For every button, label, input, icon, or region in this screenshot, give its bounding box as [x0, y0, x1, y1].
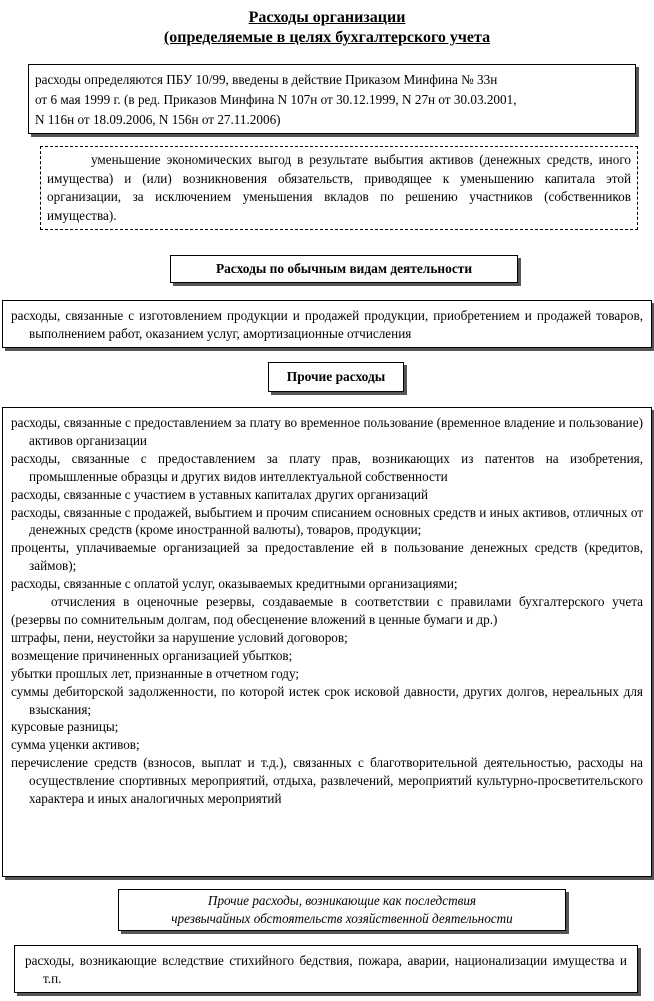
list-item: расходы, связанные с предоставлением за плату во временное пользование (временное владение и пользование) активов организации [11, 415, 643, 448]
list-item: штрафы, пени, неустойки за нарушение условий договоров; [11, 629, 348, 645]
emergency-label-line-2: чрезвычайных обстоятельств хозяйственной деятельности [171, 911, 513, 926]
list-item: расходы, связанные с оплатой услуг, оказываемых кредитными организациями; [11, 576, 458, 592]
list-item: суммы дебиторской задолженности, по которой истек срок исковой давности, других долгов, нереальных для взыскания; [11, 683, 643, 717]
regulation-line-2: от 6 мая 1999 г. (в ред. Приказов Минфина N 107н от 30.12.1999, N 27н от 30.03.2001, [35, 92, 517, 107]
list-item: убытки прошлых лет, признанные в отчетном году; [11, 665, 300, 681]
other-box [2, 407, 652, 877]
regulation-line-1: расходы определяются ПБУ 10/99, введены в действие Приказом Минфина № 33н [35, 72, 498, 87]
other-label-box [268, 362, 404, 392]
list-item: сумма уценки активов; [11, 737, 140, 753]
definition-text: уменьшение экономических выгод в результате выбытия активов (денежных средств, иного имущества) и (или) возникновения обязательств, приводящее к уменьшению капитала этой организации, за исключением уменьшения вкладов по решению участников (собственников имущества). [47, 152, 631, 223]
list-item: курсовые разницы; [11, 719, 119, 735]
list-item: расходы, связанные с продажей, выбытием и прочим списанием основных средств и иных активов, отличных от денежных средств (кроме иностранной валюты), товаров, продукции; [11, 504, 644, 538]
emergency-label-box [118, 889, 566, 931]
definition-box [40, 146, 638, 230]
regulation-line-3: N 116н от 18.09.2006, N 156н от 27.11.2006) [35, 112, 281, 127]
page-title [0, 8, 654, 48]
ordinary-label: Расходы по обычным видам деятельности [215, 261, 473, 276]
list-item: отчисления в оценочные резервы, создаваемые в соответствии с правилами бухгалтерского учета (резервы по сомнительным долгам, под обесценение вложений в ценные бумаги и др.) [11, 594, 643, 627]
regulation-box [28, 64, 636, 134]
title-line-1: Расходы организации [248, 9, 406, 26]
ordinary-box [2, 300, 652, 348]
emergency-box [14, 945, 638, 993]
list-item: перечисление средств (взносов, выплат и т.д.), связанных с благотворительной деятельностью, расходы на осуществление спортивных мероприятий, отдыха, развлечений, мероприятий культурно-просветительского характера и иных аналогичных мероприятий [11, 755, 643, 807]
list-item: возмещение причиненных организацией убытков; [11, 647, 293, 663]
other-label: Прочие расходы [286, 369, 386, 384]
title-line-2: (определяемые в целях бухгалтерского учета [163, 29, 491, 46]
emergency-label-line-1: Прочие расходы, возникающие как последствия [207, 893, 477, 908]
ordinary-label-box [170, 255, 518, 283]
list-item: расходы, связанные с участием в уставных капиталах других организаций [11, 486, 429, 502]
list-item: расходы, связанные с предоставлением за плату прав, возникающих из патентов на изобретения, промышленные образцы и других видов интеллектуальной собственности [11, 450, 643, 484]
list-item: проценты, уплачиваемые организацией за предоставление ей в пользование денежных средств (кредитов, займов); [11, 540, 643, 574]
ordinary-text: расходы, связанные с изготовлением продукции и продажей продукции, приобретением и продажей товаров, выполнением работ, оказанием услуг, амортизационные отчисления [11, 308, 643, 341]
emergency-text: расходы, возникающие вследствие стихийного бедствия, пожара, аварии, национализации имущества и т.п. [25, 953, 627, 986]
